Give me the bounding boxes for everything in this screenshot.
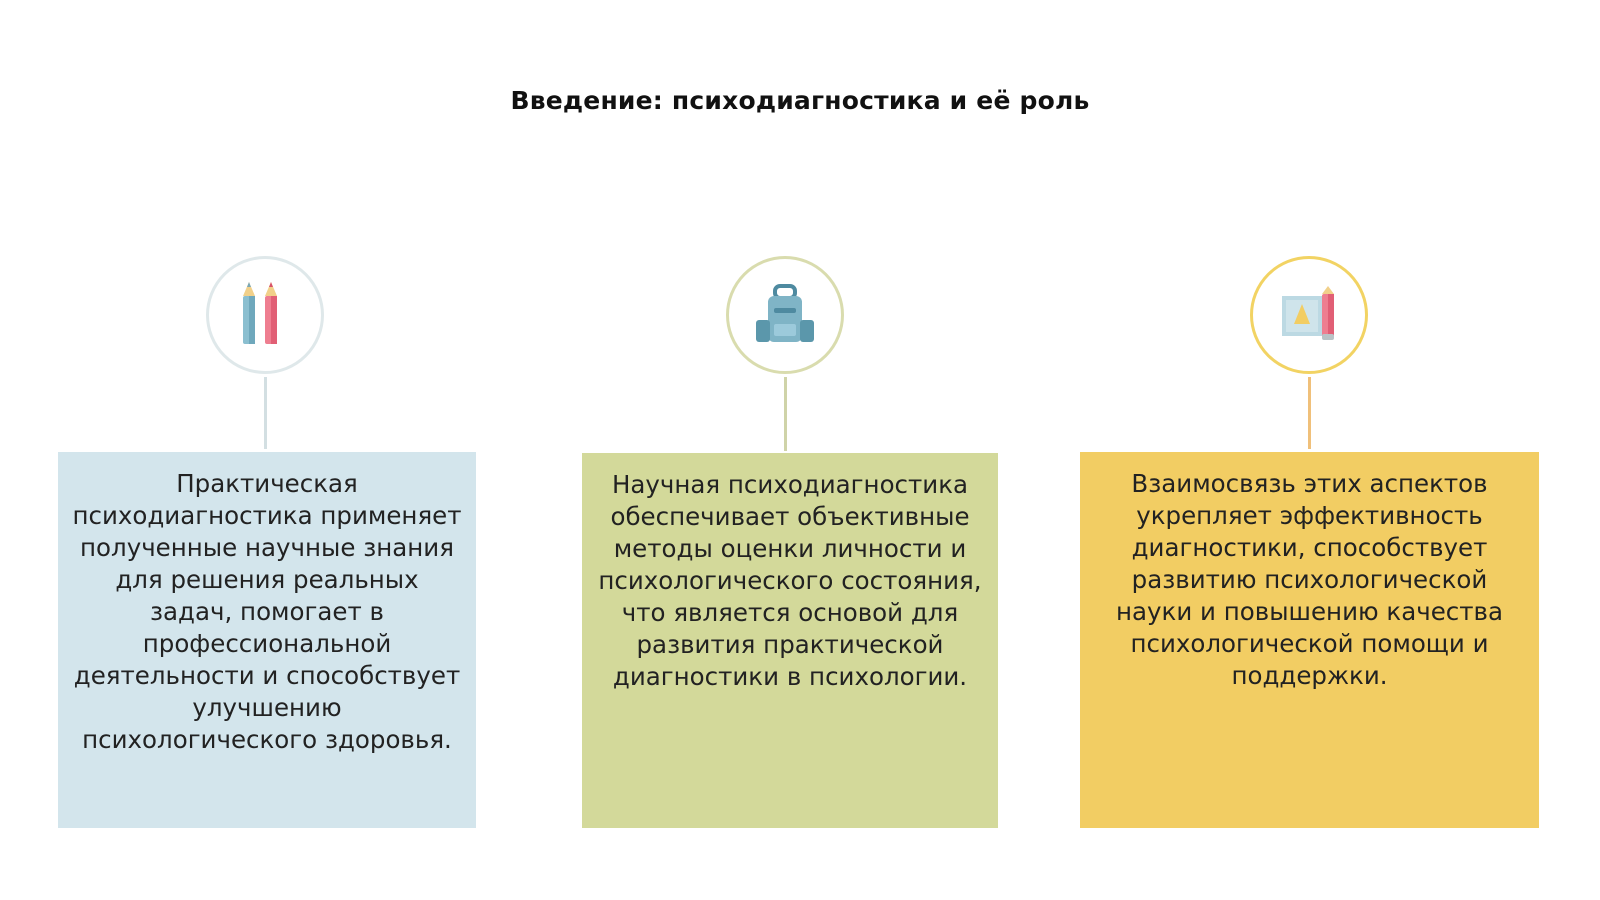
pencils-icon [237,282,293,348]
backpack-icon [754,284,816,346]
icon-circle-1 [206,256,324,374]
card-practical [58,452,476,828]
card-practical-text: Практическая психодиагностика применяет полученные научные знания для решения реальных задач, помогает в профессиональной деятельности и способствует улучшению психологического здоровья. [72,469,462,754]
card-relationship [1080,452,1539,828]
icon-circle-2 [726,256,844,374]
drawing-board-icon [1280,286,1338,344]
connector-1 [264,377,267,449]
card-scientific-text: Научная психодиагностика обеспечивает объективные методы оценки личности и психологического состояния, что является основой для развития практической диагностики в психологии. [598,470,982,691]
slide-title: Введение: психодиагностика и её роль [510,86,1090,115]
icon-circle-3 [1250,256,1368,374]
connector-2 [784,377,787,451]
connector-3 [1308,377,1311,449]
card-scientific [582,453,998,828]
card-relationship-text: Взаимосвязь этих аспектов укрепляет эффективность диагностики, способствует развитию психологической науки и повышению качества психологической помощи и поддержки. [1116,469,1503,690]
